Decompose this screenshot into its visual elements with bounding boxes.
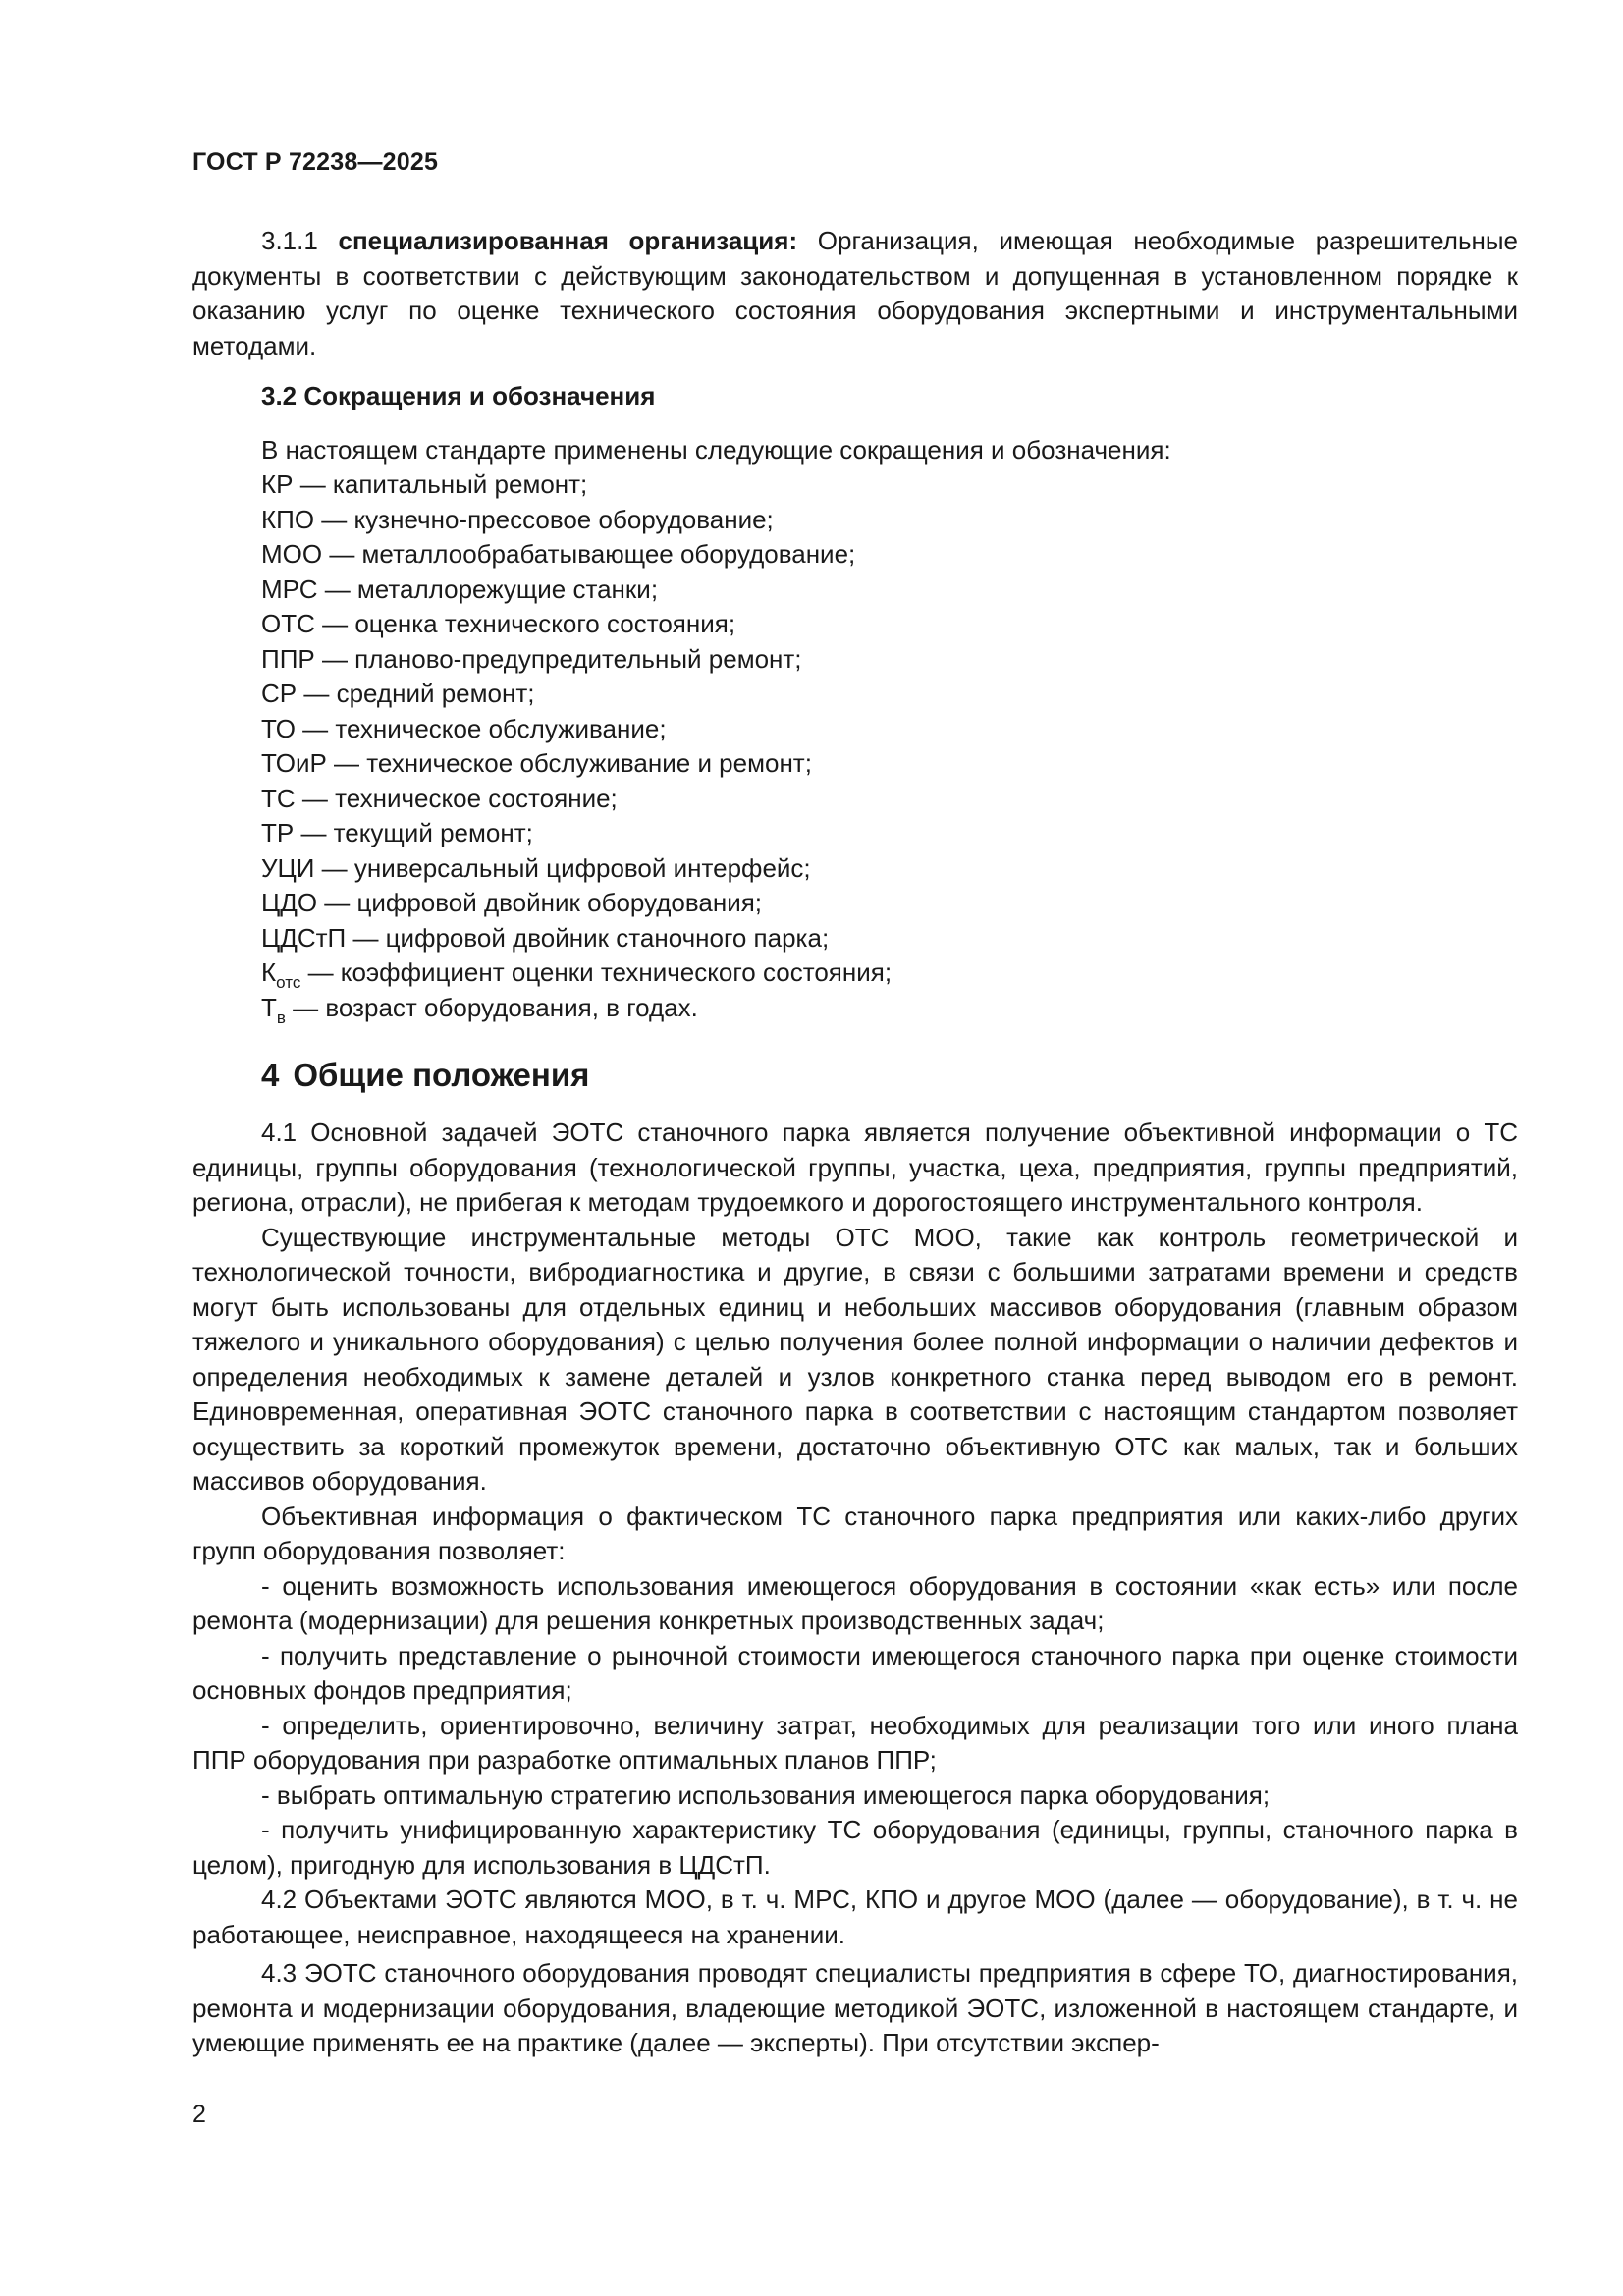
abbreviation-item: ТС — техническое состояние; [261, 783, 618, 813]
paragraph-4-2: 4.2 Объектами ЭОТС являются МОО, в т. ч. МРС, КПО и другое МОО (далее — оборудование), в т. ч. не работающее, неисправное, находящееся на хранении. [192, 1885, 1518, 1949]
abbreviation-item: ТР — текущий ремонт; [261, 818, 533, 847]
page-content [192, 224, 1518, 2061]
section-title-4 [192, 1054, 1518, 1097]
list-item-market-value: - получить представление о рыночной стоимости имеющегося станочного парка при оценке стоимости основных фондов предприятия; [192, 1640, 1518, 1705]
clause-3-1-1 [192, 224, 1518, 363]
list-item-characteristic: - получить унифицированную характеристику ТС оборудования (единицы, группы, станочного парка в целом), пригодную для использования в ЦДСтП. [192, 1815, 1518, 1880]
symbol-description: — возраст оборудования, в годах. [285, 992, 698, 1022]
abbreviation-item: МРС — металлорежущие станки; [261, 574, 659, 604]
paragraph-4-1: 4.1 Основной задачей ЭОТС станочного парка является получение объективной информации о ТС единицы, группы оборудования (технологической группы, участка, цеха, предприятия, группы предприятий, региона, отрасли), не прибегая к методам трудоемкого и дорогостоящего инструментального контроля. [192, 1118, 1518, 1217]
clause-definition: Организация, имеющая необходимые разрешительные документы в соответствии с действующим законодательством и допущенная в установленном порядке к оказанию услуг по оценке технического состояния оборудования экспертными и инструментальными методами. [192, 226, 1518, 360]
symbol-base: К [261, 957, 277, 987]
section-number: 4 [261, 1057, 280, 1093]
abbreviation-item: МОО — металлообрабатывающее оборудование; [261, 539, 856, 569]
paragraph-4-3: 4.3 ЭОТС станочного оборудования проводят специалисты предприятия в сфере ТО, диагностирования, ремонта и модернизации оборудования, владеющие методикой ЭОТС, изложенной в настоящем стандарте, и умеющие применять ее на практике (далее — эксперты). При отсутствии экспер- [192, 1958, 1518, 2057]
abbreviation-item: ЦДСтП — цифровой двойник станочного парка; [261, 922, 830, 953]
symbol-item-k-ots [261, 956, 1518, 991]
symbol-item-t-v [261, 991, 1518, 1026]
document-header-code: ГОСТ Р 72238—2025 [192, 148, 439, 176]
list-item-assess: - оценить возможность использования имеющегося оборудования в состоянии «как есть» или после ремонта (модернизации) для решения конкретных производственных задач; [192, 1570, 1518, 1635]
symbol-subscript: в [276, 1008, 286, 1027]
list-item-strategy: - выбрать оптимальную стратегию использования имеющегося парка оборудования; [261, 1779, 1271, 1810]
abbreviation-item: ОТС — оценка технического состояния; [261, 609, 736, 638]
abbreviations-list [192, 433, 1518, 1026]
abbreviations-intro: В настоящем стандарте применены следующие сокращения и обозначения: [261, 434, 1171, 465]
abbreviation-item: СР — средний ремонт; [261, 679, 535, 708]
symbol-subscript: отс [276, 973, 301, 992]
symbol-base: Т [261, 992, 277, 1022]
page-number: 2 [192, 2101, 206, 2128]
abbreviation-item: КПО — кузнечно-прессовое оборудование; [261, 504, 774, 534]
abbreviation-item: ТО — техническое обслуживание; [261, 713, 667, 743]
clause-number: 3.1.1 [261, 226, 318, 255]
clause-term: специализированная организация: [338, 226, 798, 255]
section-heading-text: Общие положения [293, 1057, 590, 1093]
abbreviation-item: ППР — планово-предупредительный ремонт; [261, 643, 802, 674]
symbol-description: — коэффициент оценки технического состояния; [300, 957, 893, 987]
subsection-title-3-2: 3.2 Сокращения и обозначения [261, 381, 656, 410]
abbreviation-item: УЦИ — универсальный цифровой интерфейс; [261, 852, 811, 883]
abbreviation-item: КР — капитальный ремонт; [261, 469, 588, 499]
list-item-costs: - определить, ориентировочно, величину затрат, необходимых для реализации того или иного плана ППР оборудования при разработке оптимальных планов ППР; [192, 1710, 1518, 1775]
paragraph-methods: Существующие инструментальные методы ОТС МОО, такие как контроль геометрической и технологической точности, вибродиагностика и другие, в связи с большими затратами времени и средств могут быть использованы для отдельных единиц и небольших массивов оборудования (главным образом тяжелого и уникального оборудования) с целью получения более полной информации о наличии дефектов и определения необходимых к замене деталей и узлов конкретного станка перед выводом его в ремонт. Единовременная, оперативная ЭОТС станочного парка в соответствии с настоящим стандартом позволяет осуществить за короткий промежуток времени, достаточно объективную ОТС как малых, так и больших массивов оборудования. [192, 1222, 1518, 1496]
abbreviation-item: ТОиР — техническое обслуживание и ремонт; [261, 748, 812, 778]
abbreviation-item: ЦДО — цифровой двойник оборудования; [261, 888, 763, 917]
paragraph-allows: Объективная информация о фактическом ТС станочного парка предприятия или каких-либо других групп оборудования позволяет: [192, 1501, 1518, 1565]
